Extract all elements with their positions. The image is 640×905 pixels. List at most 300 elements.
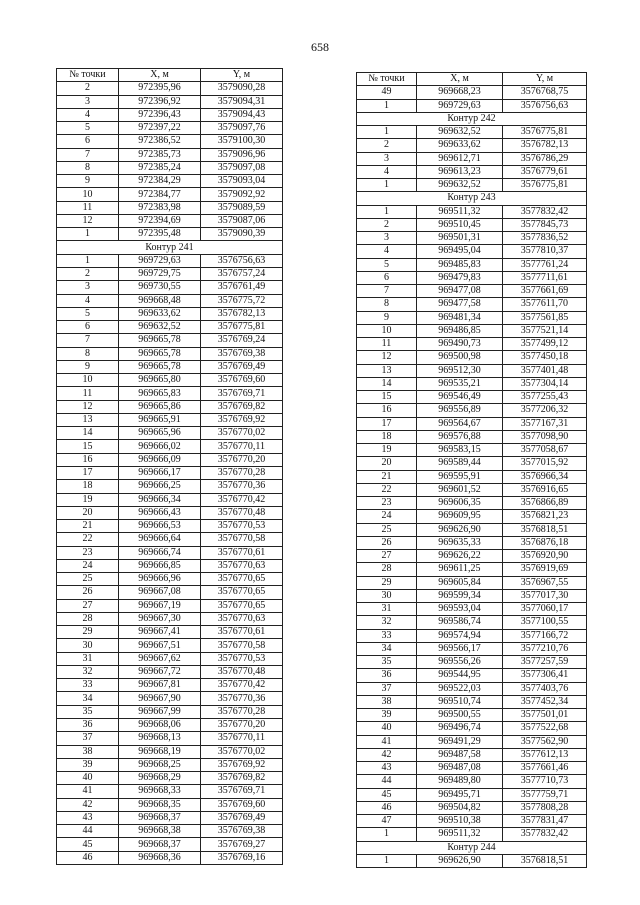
x-coordinate-cell: 969487,08 [417, 762, 503, 775]
y-coordinate-cell: 3577167,31 [503, 417, 587, 430]
point-number-cell: 32 [357, 616, 417, 629]
table-row [57, 374, 283, 387]
x-coordinate-cell: 969566,17 [417, 642, 503, 655]
point-number-cell: 1 [357, 179, 417, 192]
table-row [357, 722, 587, 735]
x-coordinate-cell: 969504,82 [417, 801, 503, 814]
point-number-cell: 11 [57, 387, 119, 400]
x-coordinate-cell: 972395,96 [119, 82, 201, 95]
point-number-cell: 6 [57, 135, 119, 148]
point-number-cell: 9 [57, 360, 119, 373]
point-number-cell: 10 [57, 374, 119, 387]
y-coordinate-cell: 3577808,28 [503, 801, 587, 814]
y-coordinate-cell: 3576769,24 [201, 334, 283, 347]
table-header-row [357, 73, 587, 86]
table-row [357, 232, 587, 245]
table-row [57, 692, 283, 705]
x-coordinate-cell: 969668,25 [119, 758, 201, 771]
table-row [57, 294, 283, 307]
y-coordinate-cell: 3576770,20 [201, 453, 283, 466]
x-coordinate-cell: 969511,32 [417, 828, 503, 841]
point-number-cell: 7 [57, 148, 119, 161]
x-coordinate-cell: 969479,83 [417, 271, 503, 284]
table-row [57, 745, 283, 758]
y-coordinate-cell: 3579090,28 [201, 82, 283, 95]
point-number-cell: 31 [357, 603, 417, 616]
table-row [357, 576, 587, 589]
x-coordinate-cell: 969667,08 [119, 586, 201, 599]
x-coordinate-cell: 969544,95 [417, 669, 503, 682]
y-coordinate-cell: 3577612,13 [503, 748, 587, 761]
table-row [357, 285, 587, 298]
table-row [357, 828, 587, 841]
point-number-cell: 1 [57, 254, 119, 267]
table-row [57, 612, 283, 625]
x-coordinate-cell: 969666,17 [119, 466, 201, 479]
point-number-cell: 5 [57, 307, 119, 320]
table-row [357, 815, 587, 828]
x-coordinate-cell: 969510,45 [417, 218, 503, 231]
point-number-cell: 16 [57, 453, 119, 466]
table-row [357, 470, 587, 483]
y-coordinate-cell: 3579093,04 [201, 175, 283, 188]
x-coordinate-cell: 969512,30 [417, 364, 503, 377]
table-row [357, 364, 587, 377]
y-coordinate-cell: 3576756,63 [503, 99, 587, 112]
y-coordinate-cell: 3576769,49 [201, 811, 283, 824]
point-number-cell: 13 [57, 413, 119, 426]
table-row [57, 148, 283, 161]
y-coordinate-cell: 3577832,42 [503, 205, 587, 218]
y-coordinate-cell: 3576769,60 [201, 798, 283, 811]
table-row [57, 387, 283, 400]
point-number-cell: 12 [357, 351, 417, 364]
table-row [357, 656, 587, 669]
table-row [357, 616, 587, 629]
y-coordinate-cell: 3576770,28 [201, 466, 283, 479]
x-coordinate-cell: 969730,55 [119, 281, 201, 294]
point-number-cell: 19 [357, 444, 417, 457]
y-coordinate-cell: 3576770,65 [201, 573, 283, 586]
x-coordinate-cell: 972396,92 [119, 95, 201, 108]
y-coordinate-cell: 3577831,47 [503, 815, 587, 828]
x-coordinate-cell: 969586,74 [417, 616, 503, 629]
point-number-cell: 42 [57, 798, 119, 811]
y-coordinate-cell: 3577206,32 [503, 404, 587, 417]
table-row [357, 86, 587, 99]
y-coordinate-cell: 3577060,17 [503, 603, 587, 616]
point-number-cell: 4 [57, 294, 119, 307]
point-number-cell: 17 [357, 417, 417, 430]
table-row [357, 523, 587, 536]
table-row [357, 324, 587, 337]
point-number-cell: 36 [57, 719, 119, 732]
point-number-cell: 2 [357, 139, 417, 152]
table-row [357, 536, 587, 549]
y-coordinate-cell: 3576769,92 [201, 413, 283, 426]
y-coordinate-cell: 3577499,12 [503, 338, 587, 351]
point-number-cell: 10 [57, 188, 119, 201]
table-row [57, 466, 283, 479]
point-number-cell: 31 [57, 652, 119, 665]
section-row [57, 241, 283, 254]
x-coordinate-cell: 969668,19 [119, 745, 201, 758]
y-coordinate-cell: 3577561,85 [503, 311, 587, 324]
y-coordinate-cell: 3576876,18 [503, 536, 587, 549]
y-coordinate-cell: 3577100,55 [503, 616, 587, 629]
x-coordinate-cell: 969510,38 [417, 815, 503, 828]
point-number-cell: 28 [357, 563, 417, 576]
y-coordinate-cell: 3577166,72 [503, 629, 587, 642]
y-coordinate-cell: 3579094,43 [201, 108, 283, 121]
x-coordinate-cell: 969667,72 [119, 665, 201, 678]
point-number-cell: 13 [357, 364, 417, 377]
point-number-cell: 21 [357, 470, 417, 483]
table-row [57, 546, 283, 559]
point-number-cell: 4 [357, 245, 417, 258]
table-row [357, 629, 587, 642]
y-coordinate-cell: 3576761,49 [201, 281, 283, 294]
x-coordinate-cell: 969486,85 [417, 324, 503, 337]
point-number-cell: 33 [357, 629, 417, 642]
point-number-cell: 14 [57, 427, 119, 440]
x-coordinate-cell: 969729,63 [119, 254, 201, 267]
x-coordinate-cell: 969667,30 [119, 612, 201, 625]
table-row [357, 99, 587, 112]
y-coordinate-cell: 3577661,46 [503, 762, 587, 775]
y-coordinate-cell: 3579092,92 [201, 188, 283, 201]
y-coordinate-cell: 3579089,59 [201, 201, 283, 214]
x-coordinate-cell: 969632,52 [417, 179, 503, 192]
table-row [57, 321, 283, 334]
y-coordinate-cell: 3579097,08 [201, 161, 283, 174]
table-row [57, 705, 283, 718]
table-row [57, 520, 283, 533]
y-coordinate-cell: 3576770,53 [201, 520, 283, 533]
x-coordinate-cell: 969668,33 [119, 785, 201, 798]
table-row [57, 360, 283, 373]
column-header: Y, м [503, 73, 587, 86]
point-number-cell: 8 [57, 161, 119, 174]
coordinates-table-left [56, 68, 283, 865]
x-coordinate-cell: 972385,73 [119, 148, 201, 161]
y-coordinate-cell: 3576770,63 [201, 559, 283, 572]
x-coordinate-cell: 969665,91 [119, 413, 201, 426]
point-number-cell: 44 [357, 775, 417, 788]
point-number-cell: 37 [57, 732, 119, 745]
y-coordinate-cell: 3576818,51 [503, 523, 587, 536]
x-coordinate-cell: 969500,98 [417, 351, 503, 364]
y-coordinate-cell: 3576775,81 [503, 126, 587, 139]
point-number-cell: 34 [357, 642, 417, 655]
point-number-cell: 1 [357, 854, 417, 867]
point-number-cell: 44 [57, 825, 119, 838]
point-number-cell: 12 [57, 400, 119, 413]
table-row [357, 682, 587, 695]
table-row [57, 586, 283, 599]
x-coordinate-cell: 969477,58 [417, 298, 503, 311]
table-row [57, 201, 283, 214]
x-coordinate-cell: 969666,53 [119, 520, 201, 533]
x-coordinate-cell: 972394,69 [119, 214, 201, 227]
y-coordinate-cell: 3577832,42 [503, 828, 587, 841]
table-row [357, 762, 587, 775]
table-row [357, 589, 587, 602]
x-coordinate-cell: 969667,99 [119, 705, 201, 718]
point-number-cell: 2 [57, 82, 119, 95]
y-coordinate-cell: 3579094,31 [201, 95, 283, 108]
table-row [357, 338, 587, 351]
point-number-cell: 3 [357, 232, 417, 245]
point-number-cell: 20 [57, 506, 119, 519]
table-row [57, 679, 283, 692]
y-coordinate-cell: 3576769,27 [201, 838, 283, 851]
y-coordinate-cell: 3576775,72 [201, 294, 283, 307]
point-number-cell: 29 [57, 626, 119, 639]
x-coordinate-cell: 969729,63 [417, 99, 503, 112]
column-header: Y, м [201, 69, 283, 82]
point-number-cell: 38 [57, 745, 119, 758]
point-number-cell: 21 [57, 520, 119, 533]
y-coordinate-cell: 3577401,48 [503, 364, 587, 377]
y-coordinate-cell: 3576770,11 [201, 440, 283, 453]
y-coordinate-cell: 3577521,14 [503, 324, 587, 337]
table-row [357, 245, 587, 258]
x-coordinate-cell: 969666,09 [119, 453, 201, 466]
table-row [57, 427, 283, 440]
point-number-cell: 20 [357, 457, 417, 470]
y-coordinate-cell: 3577759,71 [503, 788, 587, 801]
table-row [357, 788, 587, 801]
x-coordinate-cell: 969481,34 [417, 311, 503, 324]
x-coordinate-cell: 969511,32 [417, 205, 503, 218]
x-coordinate-cell: 972385,24 [119, 161, 201, 174]
y-coordinate-cell: 3576769,92 [201, 758, 283, 771]
point-number-cell: 4 [357, 165, 417, 178]
point-number-cell: 3 [57, 281, 119, 294]
point-number-cell: 35 [57, 705, 119, 718]
y-coordinate-cell: 3577058,67 [503, 444, 587, 457]
point-number-cell: 18 [57, 480, 119, 493]
point-number-cell: 3 [57, 95, 119, 108]
table-row [357, 377, 587, 390]
table-row [57, 122, 283, 135]
x-coordinate-cell: 969667,62 [119, 652, 201, 665]
point-number-cell: 46 [357, 801, 417, 814]
y-coordinate-cell: 3577522,68 [503, 722, 587, 735]
table-row [357, 179, 587, 192]
y-coordinate-cell: 3576770,61 [201, 626, 283, 639]
point-number-cell: 27 [357, 550, 417, 563]
x-coordinate-cell: 969665,78 [119, 360, 201, 373]
x-coordinate-cell: 969668,36 [119, 851, 201, 864]
y-coordinate-cell: 3576775,81 [503, 179, 587, 192]
table-row [357, 205, 587, 218]
table-row [357, 775, 587, 788]
x-coordinate-cell: 969535,21 [417, 377, 503, 390]
x-coordinate-cell: 969668,06 [119, 719, 201, 732]
point-number-cell: 16 [357, 404, 417, 417]
table-row [357, 603, 587, 616]
x-coordinate-cell: 969495,71 [417, 788, 503, 801]
x-coordinate-cell: 969564,67 [417, 417, 503, 430]
x-coordinate-cell: 969595,91 [417, 470, 503, 483]
y-coordinate-cell: 3579097,76 [201, 122, 283, 135]
y-coordinate-cell: 3576770,36 [201, 692, 283, 705]
point-number-cell: 23 [57, 546, 119, 559]
table-row [57, 785, 283, 798]
table-row [57, 480, 283, 493]
y-coordinate-cell: 3576757,24 [201, 267, 283, 280]
table-row [57, 175, 283, 188]
y-coordinate-cell: 3576756,63 [201, 254, 283, 267]
point-number-cell: 34 [57, 692, 119, 705]
x-coordinate-cell: 969668,37 [119, 811, 201, 824]
y-coordinate-cell: 3577845,73 [503, 218, 587, 231]
table-row [57, 772, 283, 785]
y-coordinate-cell: 3576770,20 [201, 719, 283, 732]
point-number-cell: 49 [357, 86, 417, 99]
y-coordinate-cell: 3576770,42 [201, 493, 283, 506]
x-coordinate-cell: 969667,81 [119, 679, 201, 692]
y-coordinate-cell: 3577098,90 [503, 430, 587, 443]
x-coordinate-cell: 969556,26 [417, 656, 503, 669]
table-row [357, 801, 587, 814]
y-coordinate-cell: 3576779,61 [503, 165, 587, 178]
y-coordinate-cell: 3576770,65 [201, 586, 283, 599]
y-coordinate-cell: 3576770,48 [201, 665, 283, 678]
point-number-cell: 9 [357, 311, 417, 324]
point-number-cell: 28 [57, 612, 119, 625]
x-coordinate-cell: 972397,22 [119, 122, 201, 135]
table-row [57, 798, 283, 811]
y-coordinate-cell: 3577836,52 [503, 232, 587, 245]
table-row [357, 510, 587, 523]
y-coordinate-cell: 3576770,02 [201, 427, 283, 440]
x-coordinate-cell: 969626,22 [417, 550, 503, 563]
x-coordinate-cell: 969665,80 [119, 374, 201, 387]
table-row [357, 669, 587, 682]
table-row [357, 271, 587, 284]
table-row [357, 748, 587, 761]
section-row [357, 192, 587, 205]
x-coordinate-cell: 969556,89 [417, 404, 503, 417]
x-coordinate-cell: 969477,08 [417, 285, 503, 298]
table-row [357, 126, 587, 139]
x-coordinate-cell: 969601,52 [417, 483, 503, 496]
x-coordinate-cell: 969665,78 [119, 347, 201, 360]
x-coordinate-cell: 969668,13 [119, 732, 201, 745]
x-coordinate-cell: 969632,52 [119, 321, 201, 334]
point-number-cell: 24 [357, 510, 417, 523]
table-row [357, 165, 587, 178]
x-coordinate-cell: 969667,51 [119, 639, 201, 652]
table-row [357, 417, 587, 430]
y-coordinate-cell: 3576866,89 [503, 497, 587, 510]
y-coordinate-cell: 3576769,71 [201, 785, 283, 798]
point-number-cell: 26 [357, 536, 417, 549]
table-row [357, 258, 587, 271]
x-coordinate-cell: 969589,44 [417, 457, 503, 470]
table-row [57, 267, 283, 280]
y-coordinate-cell: 3576775,81 [201, 321, 283, 334]
y-coordinate-cell: 3579100,30 [201, 135, 283, 148]
x-coordinate-cell: 969632,52 [417, 126, 503, 139]
x-coordinate-cell: 969668,48 [119, 294, 201, 307]
table-row [357, 735, 587, 748]
point-number-cell: 26 [57, 586, 119, 599]
table-row [57, 334, 283, 347]
y-coordinate-cell: 3576769,16 [201, 851, 283, 864]
x-coordinate-cell: 969666,85 [119, 559, 201, 572]
point-number-cell: 22 [57, 533, 119, 546]
point-number-cell: 43 [357, 762, 417, 775]
point-number-cell: 39 [357, 709, 417, 722]
y-coordinate-cell: 3577611,70 [503, 298, 587, 311]
point-number-cell: 4 [57, 108, 119, 121]
point-number-cell: 37 [357, 682, 417, 695]
y-coordinate-cell: 3576770,63 [201, 612, 283, 625]
x-coordinate-cell: 969666,43 [119, 506, 201, 519]
x-coordinate-cell: 969667,41 [119, 626, 201, 639]
point-number-cell: 2 [57, 267, 119, 280]
table-row [57, 665, 283, 678]
x-coordinate-cell: 969626,90 [417, 854, 503, 867]
section-row [357, 112, 587, 125]
x-coordinate-cell: 969668,23 [417, 86, 503, 99]
x-coordinate-cell: 972395,48 [119, 228, 201, 241]
table-row [57, 254, 283, 267]
y-coordinate-cell: 3576770,61 [201, 546, 283, 559]
point-number-cell: 1 [357, 126, 417, 139]
x-coordinate-cell: 972396,43 [119, 108, 201, 121]
coordinates-table-right [356, 72, 587, 868]
table-row [57, 135, 283, 148]
y-coordinate-cell: 3577017,30 [503, 589, 587, 602]
table-row [57, 825, 283, 838]
x-coordinate-cell: 969667,19 [119, 599, 201, 612]
point-number-cell: 41 [357, 735, 417, 748]
x-coordinate-cell: 969666,25 [119, 480, 201, 493]
x-coordinate-cell: 969612,71 [417, 152, 503, 165]
point-number-cell: 12 [57, 214, 119, 227]
point-number-cell: 46 [57, 851, 119, 864]
column-header: № точки [357, 73, 417, 86]
point-number-cell: 41 [57, 785, 119, 798]
x-coordinate-cell: 969583,15 [417, 444, 503, 457]
table-row [357, 550, 587, 563]
point-number-cell: 40 [357, 722, 417, 735]
y-coordinate-cell: 3577501,01 [503, 709, 587, 722]
table-row [357, 854, 587, 867]
section-title: Контур 243 [357, 192, 587, 205]
y-coordinate-cell: 3576769,82 [201, 400, 283, 413]
y-coordinate-cell: 3576768,75 [503, 86, 587, 99]
section-title: Контур 244 [357, 841, 587, 854]
y-coordinate-cell: 3576770,58 [201, 639, 283, 652]
y-coordinate-cell: 3576770,42 [201, 679, 283, 692]
table-row [357, 642, 587, 655]
point-number-cell: 6 [57, 321, 119, 334]
x-coordinate-cell: 969491,29 [417, 735, 503, 748]
column-header: X, м [417, 73, 503, 86]
y-coordinate-cell: 3577710,73 [503, 775, 587, 788]
x-coordinate-cell: 969668,38 [119, 825, 201, 838]
page-number: 658 [311, 40, 329, 54]
table-row [357, 298, 587, 311]
y-coordinate-cell: 3576919,69 [503, 563, 587, 576]
y-coordinate-cell: 3576770,53 [201, 652, 283, 665]
